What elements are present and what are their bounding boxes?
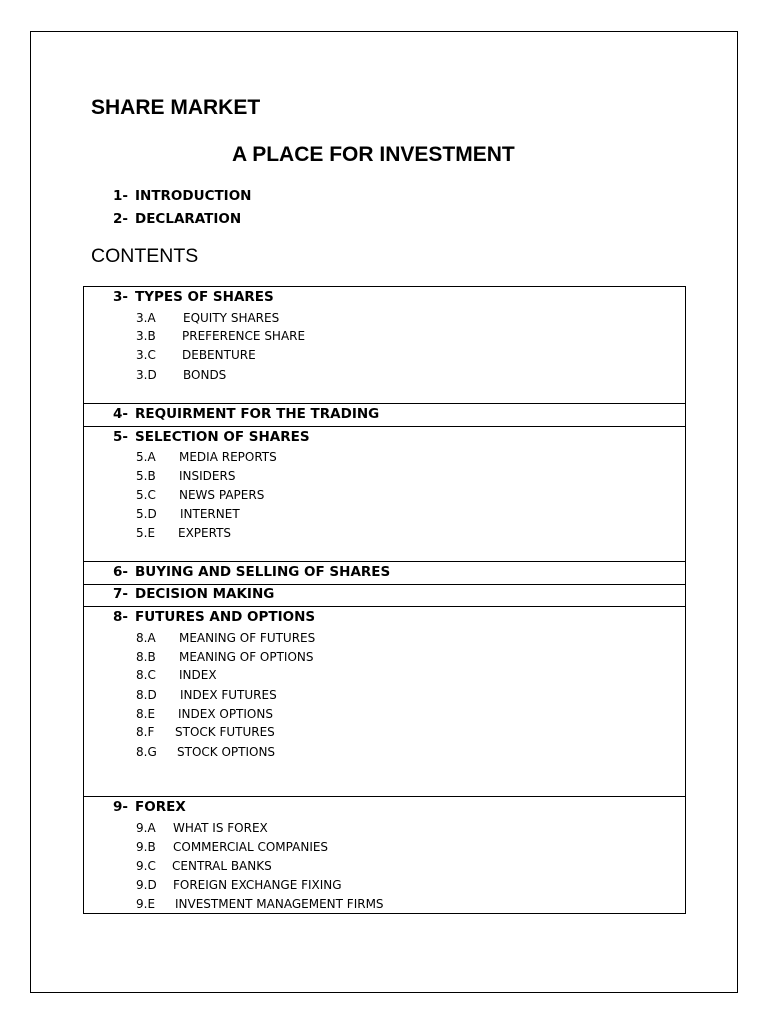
document-subtitle: A PLACE FOR INVESTMENT xyxy=(232,143,515,166)
section-number: 8- xyxy=(113,609,128,625)
subitem-code: 9.A xyxy=(136,821,156,835)
subitem-code: 8.E xyxy=(136,707,156,721)
subitem-label: EQUITY SHARES xyxy=(183,311,280,325)
section-title: REQUIRMENT FOR THE TRADING xyxy=(135,406,380,422)
section-number: 7- xyxy=(113,586,128,602)
subitem-code: 3.A xyxy=(136,311,156,325)
section-number: 9- xyxy=(113,799,128,815)
subitem-label: BONDS xyxy=(183,368,227,382)
section-heading-4 xyxy=(113,406,379,422)
subitem-label: STOCK OPTIONS xyxy=(177,745,276,759)
section-title: SELECTION OF SHARES xyxy=(135,429,310,445)
subitem-label: PREFERENCE SHARE xyxy=(182,329,306,343)
subitem-label: INDEX xyxy=(179,668,217,682)
section-heading-9 xyxy=(113,799,186,815)
subitem-code: 9.D xyxy=(136,878,157,892)
subitem-code: 5.A xyxy=(136,450,156,464)
subitem-code: 3.B xyxy=(136,329,156,343)
subitem-code: 8.B xyxy=(136,650,156,664)
section-number: 5- xyxy=(113,429,128,445)
section-number: 3- xyxy=(113,289,128,305)
section-heading-8 xyxy=(113,609,315,625)
section-heading-7 xyxy=(113,586,274,602)
subitem-label: MEANING OF FUTURES xyxy=(179,631,316,645)
subitem-code: 5.E xyxy=(136,526,156,540)
subitem-code: 5.C xyxy=(136,488,156,502)
section-title: TYPES OF SHARES xyxy=(135,289,274,305)
subitem-label: INDEX OPTIONS xyxy=(178,707,273,721)
subitem-code: 5.D xyxy=(136,507,157,521)
subitem-code: 9.C xyxy=(136,859,156,873)
intro-item-number: 2- xyxy=(113,211,128,227)
subitem-code: 8.C xyxy=(136,668,156,682)
section-heading-6 xyxy=(113,564,390,580)
section-heading-3 xyxy=(113,289,274,305)
section-title: FOREX xyxy=(135,799,186,815)
contents-heading: CONTENTS xyxy=(91,245,199,267)
intro-item-label: INTRODUCTION xyxy=(135,188,252,204)
intro-item-label: DECLARATION xyxy=(135,211,242,227)
subitem-label: EXPERTS xyxy=(178,526,232,540)
subitem-code: 3.D xyxy=(136,368,157,382)
section-number: 4- xyxy=(113,406,128,422)
document-title: SHARE MARKET xyxy=(91,96,261,119)
section-number: 6- xyxy=(113,564,128,580)
subitem-label: CENTRAL BANKS xyxy=(172,859,272,873)
subitem-label: NEWS PAPERS xyxy=(179,488,265,502)
subitem-label: INTERNET xyxy=(180,507,240,521)
subitem-label: STOCK FUTURES xyxy=(175,725,275,739)
subitem-label: FOREIGN EXCHANGE FIXING xyxy=(173,878,342,892)
subitem-code: 9.E xyxy=(136,897,156,911)
section-heading-5 xyxy=(113,429,310,445)
subitem-label: COMMERCIAL COMPANIES xyxy=(173,840,329,854)
intro-item-introduction xyxy=(113,188,251,204)
subitem-label: DEBENTURE xyxy=(182,348,256,362)
subitem-code: 5.B xyxy=(136,469,156,483)
subitem-label: INSIDERS xyxy=(179,469,236,483)
intro-item-number: 1- xyxy=(113,188,128,204)
section-box-5 xyxy=(83,426,686,562)
subitem-code: 8.F xyxy=(136,725,155,739)
subitem-code: 3.C xyxy=(136,348,156,362)
subitem-label: MEANING OF OPTIONS xyxy=(179,650,314,664)
section-box-8 xyxy=(83,606,686,797)
section-title: FUTURES AND OPTIONS xyxy=(135,609,316,625)
subitem-code: 9.B xyxy=(136,840,156,854)
intro-item-declaration xyxy=(113,211,241,227)
subitem-label: INDEX FUTURES xyxy=(180,688,277,702)
subitem-label: MEDIA REPORTS xyxy=(179,450,277,464)
subitem-code: 8.D xyxy=(136,688,157,702)
section-title: BUYING AND SELLING OF SHARES xyxy=(135,564,391,580)
subitem-label: WHAT IS FOREX xyxy=(173,821,268,835)
subitem-code: 8.A xyxy=(136,631,156,645)
subitem-label: INVESTMENT MANAGEMENT FIRMS xyxy=(175,897,384,911)
subitem-code: 8.G xyxy=(136,745,157,759)
section-title: DECISION MAKING xyxy=(135,586,275,602)
